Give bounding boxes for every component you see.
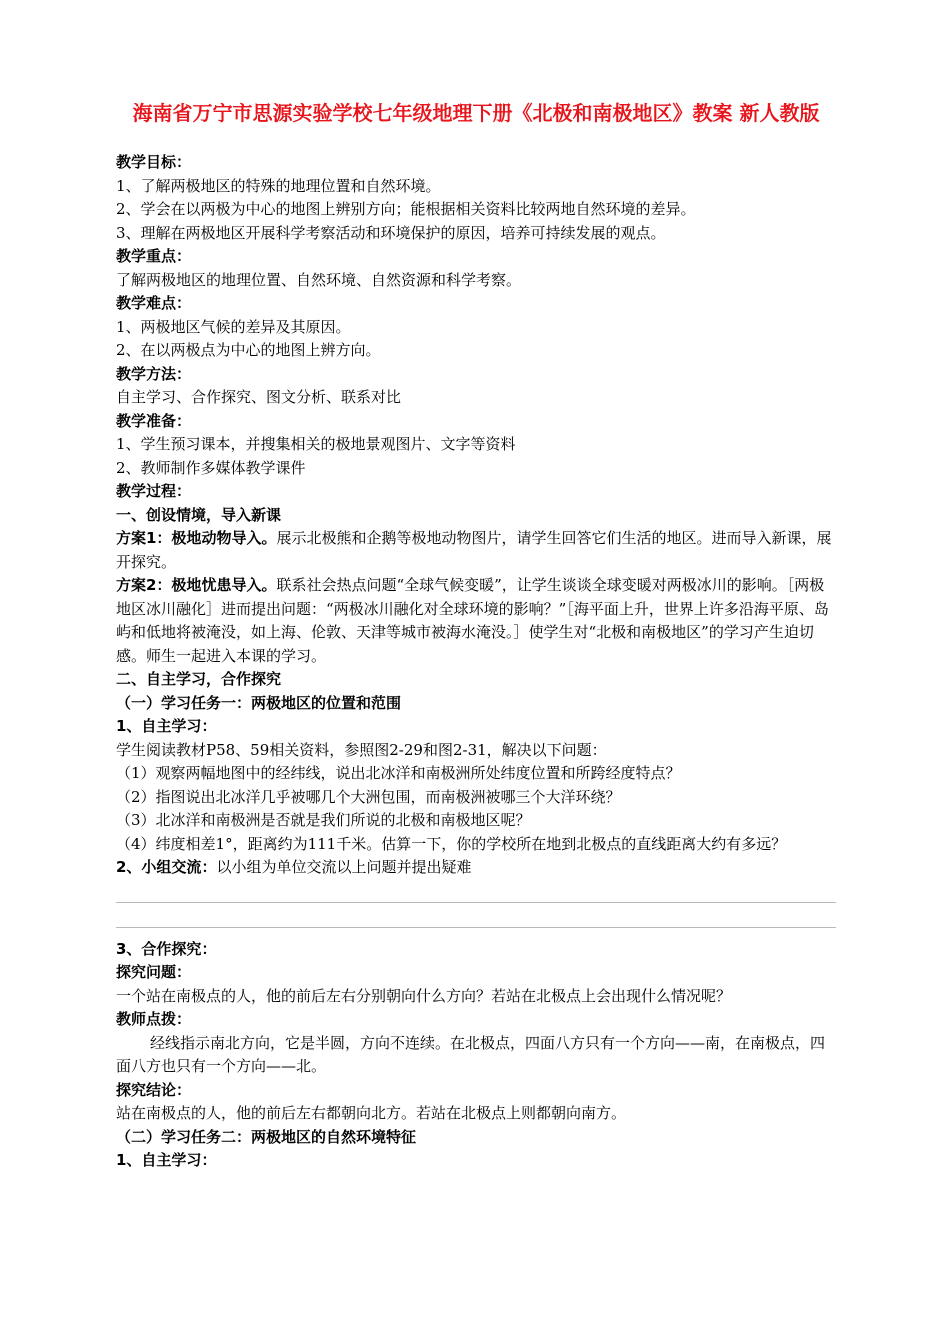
plan-1-text: 展示北极熊和企鹅等极地动物图片，请学生回答它们生活的地区。进而导入新课，展开探究。	[116, 529, 832, 571]
plan-1	[116, 527, 836, 574]
inquiry-heading: 探究问题：	[116, 963, 192, 981]
objective-item: 3、理解在两极地区开展科学考察活动和环境保护的原因，培养可持续发展的观点。	[116, 223, 666, 242]
teacher-heading: 教师点拨：	[116, 1010, 192, 1028]
key-points-heading: 教学重点：	[116, 247, 192, 265]
key-points-text: 了解两极地区的地理位置、自然环境、自然资源和科学考察。	[116, 270, 522, 289]
plan-2	[116, 574, 836, 668]
document-body	[116, 151, 836, 1173]
task-heading: （二）学习任务二：两极地区的自然环境特征	[116, 1127, 417, 1146]
process-heading: 教学过程：	[116, 482, 192, 500]
methods-heading: 教学方法：	[116, 364, 192, 383]
objective-item: 1、了解两极地区的特殊的地理位置和自然环境。	[116, 176, 441, 195]
conclusion-text: 站在南极点的人，他的前后左右都朝向北方。若站在北极点上则都朝向南方。	[116, 1104, 627, 1122]
methods-text: 自主学习、合作探究、图文分析、联系对比	[116, 388, 402, 406]
question-item: （3）北冰洋和南极洲是否就是我们所说的北极和南极地区呢？	[116, 811, 531, 829]
group-exchange	[116, 856, 836, 880]
difficulty-item: 1、两极地区气候的差异及其原因。	[116, 317, 351, 336]
question-item: （2）指图说出北冰洋几乎被哪几个大洲包围，而南极洲被哪三个大洋环绕？	[116, 787, 621, 806]
group-label: 2、小组交流：	[116, 858, 217, 876]
document-title: 海南省万宁市思源实验学校七年级地理下册《北极和南极地区》教案 新人教版	[132, 101, 820, 125]
plan-2-text: 联系社会热点问题“全球气候变暖”，让学生谈谈全球变暖对两极冰川的影响。［两极地区冰川融化］进而提出问题：“两极冰川融化对全球环境的影响？”［海平面上升，世界上许多沿海平原、岛屿和低地将被淹没，如上海、伦敦、天津等城市被海水淹没。］使学生对“北极和南极地区”的学习产生迫切感。师生一起进入本课的学习。	[116, 576, 829, 665]
plan-2-label: 方案2：极地忧患导入。	[116, 576, 277, 594]
group-text: 以小组为单位交流以上问题并提出疑难	[216, 858, 472, 876]
subheading: 1、自主学习：	[116, 717, 217, 735]
question-item: （4）纬度相差1°，距离约为111千米。估算一下，你的学校所在地到北极点的直线距离大约有多远？	[116, 834, 787, 853]
teacher-text: 经线指示南北方向，它是半圆，方向不连续。在北极点，四面八方只有一个方向——南，在南极点，四面八方也只有一个方向——北。	[116, 1033, 826, 1075]
preparation-item: 1、学生预习课本，并搜集相关的极地景观图片、文字等资料	[116, 435, 516, 453]
difficulties-heading: 教学难点：	[116, 294, 192, 312]
reading-instruction: 学生阅读教材P58、59相关资料，参照图2-29和图2-31，解决以下问题：	[116, 740, 607, 759]
subheading: 3、合作探究：	[116, 939, 217, 958]
subheading: 1、自主学习：	[116, 1151, 217, 1169]
section-heading: 一、创设情境，导入新课	[116, 505, 282, 524]
objective-item: 2、学会在以两极为中心的地图上辨别方向；能根据相关资料比较两地自然环境的差异。	[116, 200, 696, 218]
preparation-heading: 教学准备：	[116, 411, 192, 430]
conclusion-heading: 探究结论：	[116, 1080, 192, 1099]
preparation-item: 2、教师制作多媒体教学课件	[116, 458, 306, 477]
objectives-heading: 教学目标：	[116, 153, 192, 171]
inquiry-text: 一个站在南极点的人，他的前后左右分别朝向什么方向？若站在北极点上会出现什么情况呢？	[116, 986, 732, 1005]
difficulty-item: 2、在以两极点为中心的地图上辨方向。	[116, 341, 381, 359]
section-heading: 二、自主学习，合作探究	[116, 670, 282, 688]
task-heading: （一）学习任务一：两极地区的位置和范围	[116, 693, 402, 712]
plan-1-label: 方案1：极地动物导入。	[116, 529, 277, 547]
question-item: （1）观察两幅地图中的经纬线，说出北冰洋和南极洲所处纬度位置和所跨经度特点？	[116, 764, 681, 782]
